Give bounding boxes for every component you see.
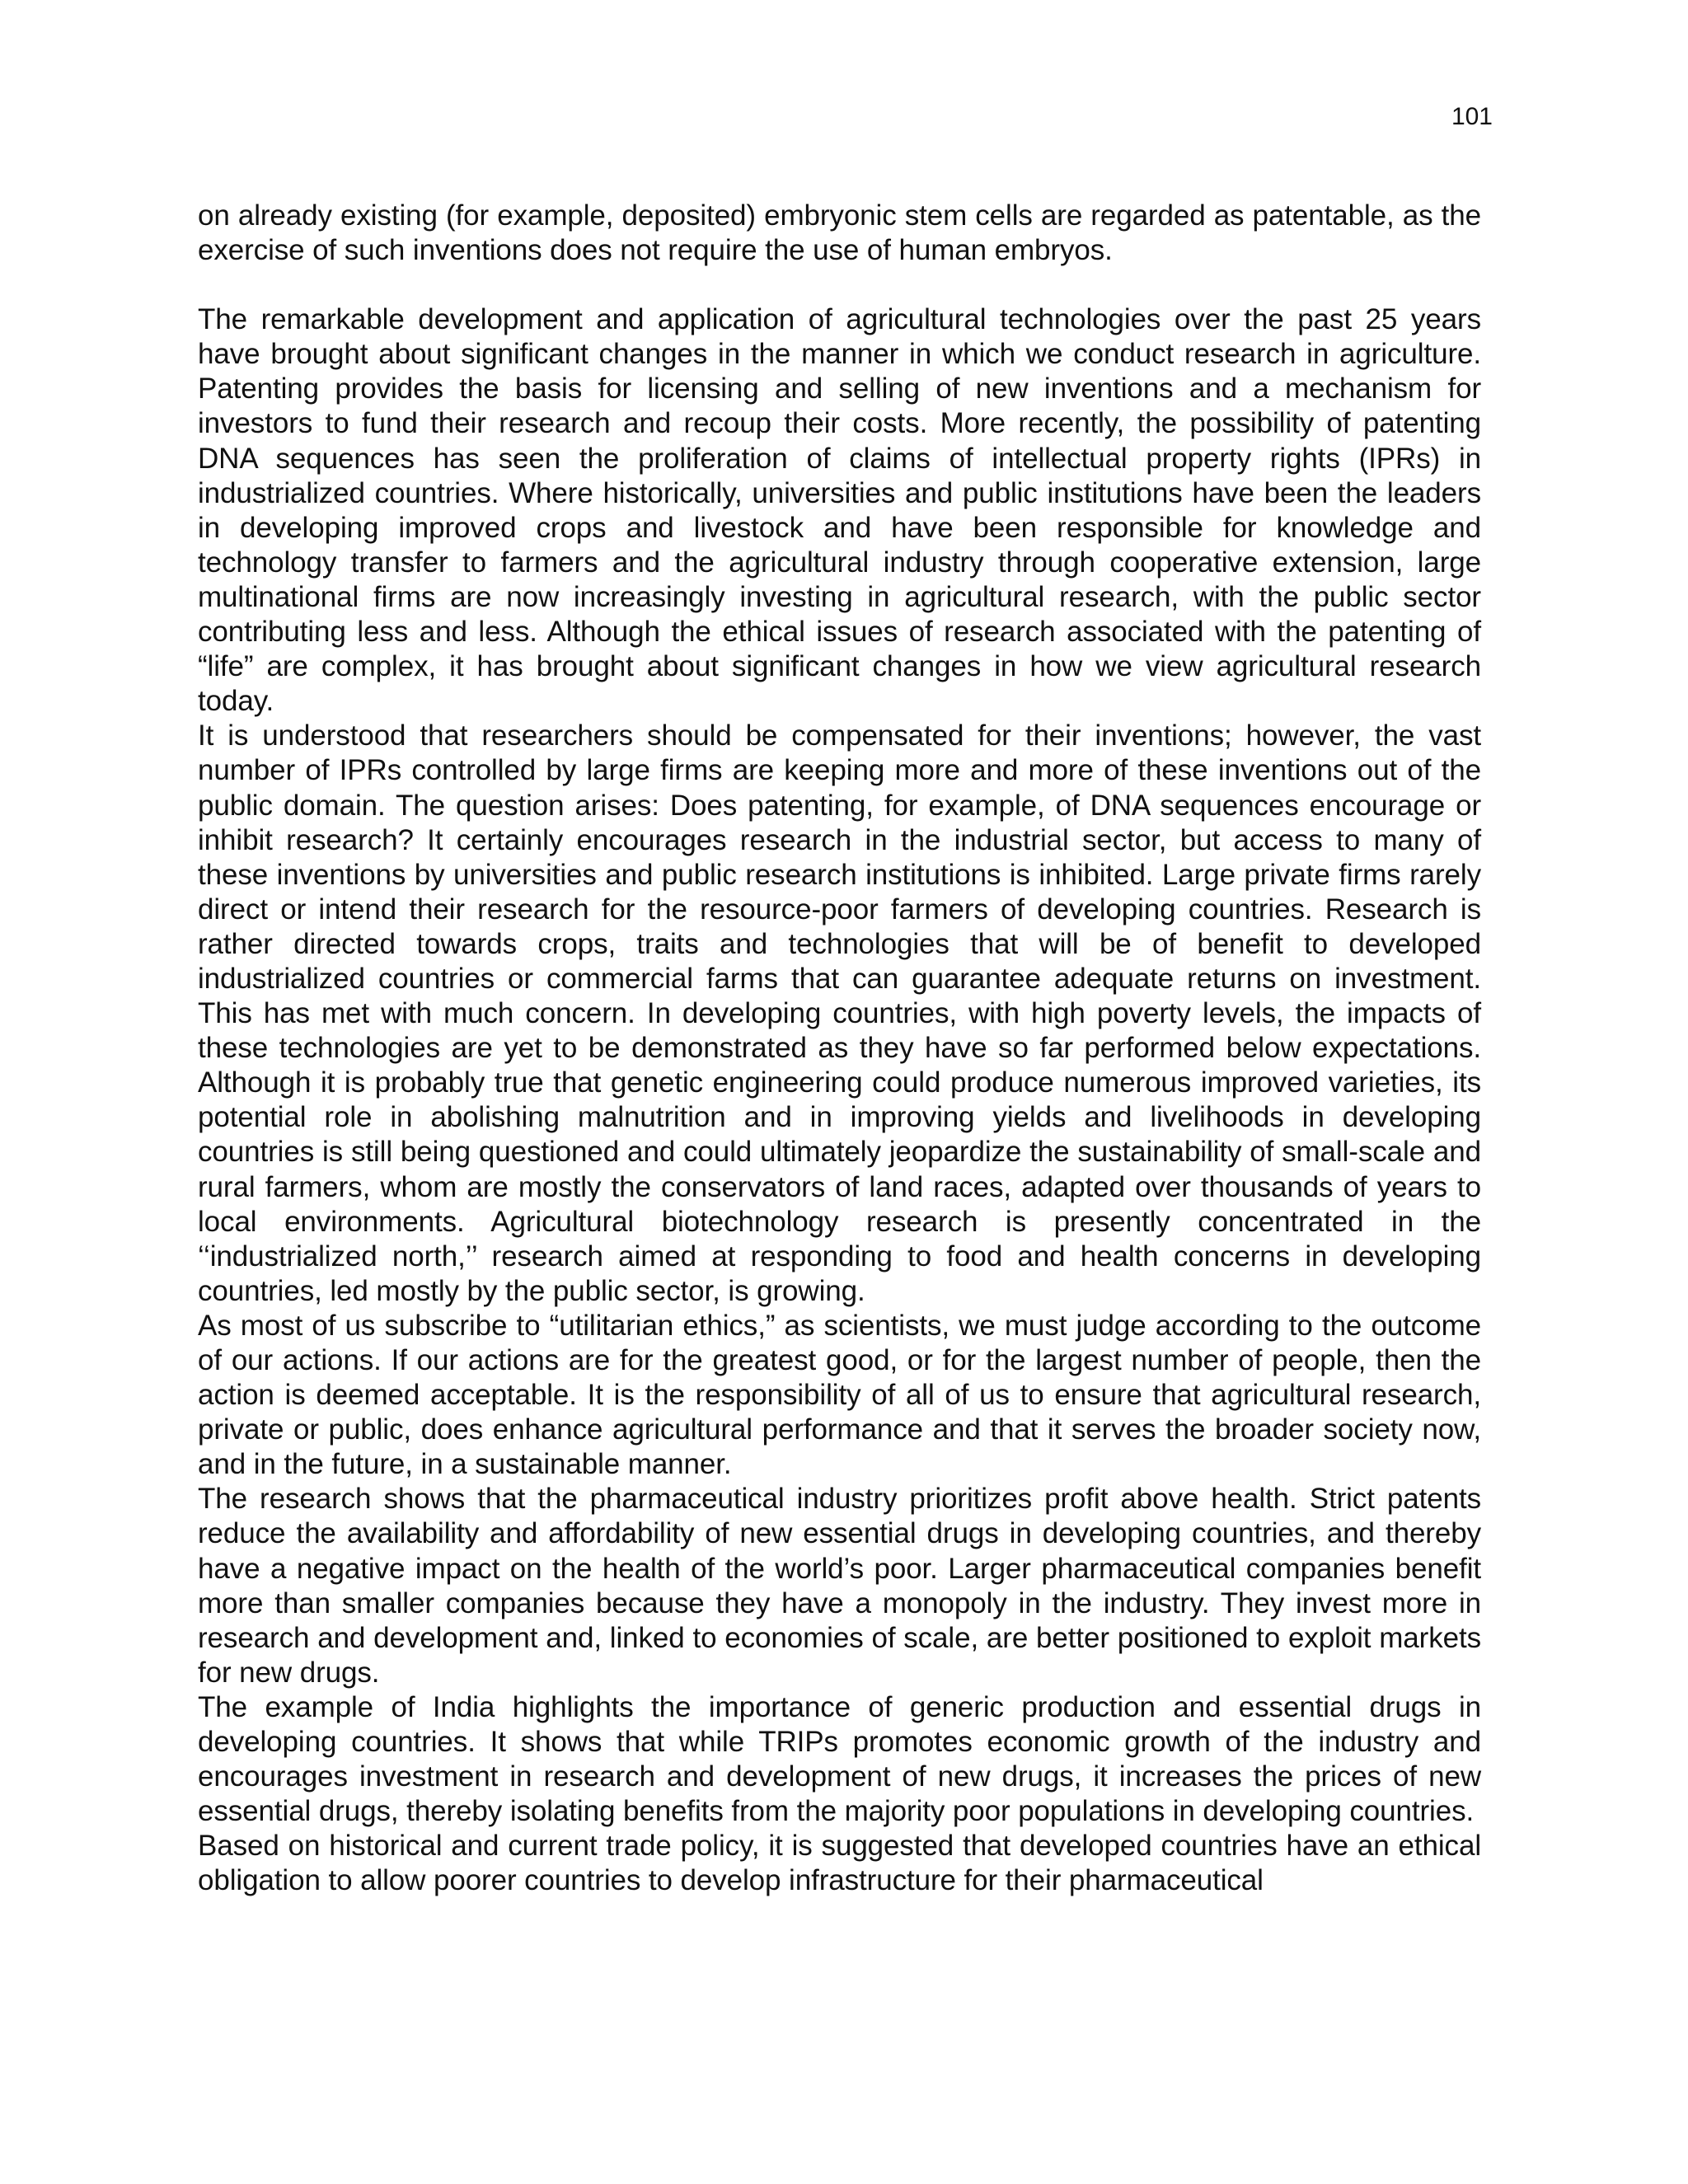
paragraph-utilitarian-ethics: As most of us subscribe to “utilitarian ethics,” as scientists, we must judge according to the outcome of our actions. If our actions are for the greatest good, or for the largest number of people, then the action is deemed acceptable. It is the responsibility of all of us to ensure that agricultural research, private or public, does enhance agricultural performance and that it serves the broader society now, and in the future, in a sustainable manner. <box>198 1309 1481 1481</box>
paragraph-agricultural-technologies: The remarkable development and application of agricultural technologies over the past 25 years have brought about significant changes in the manner in which we conduct research in agriculture. Patenting provides the basis for licensing and selling of new inventions and a mechanism for investors to fund their research and recoup their costs. More recently, the possibility of patenting DNA sequences has seen the proliferation of claims of intellectual property rights (IPRs) in industrialized countries. Where historically, universities and public institutions have been the leaders in developing improved crops and livestock and have been responsible for knowledge and technology transfer to farmers and the agricultural industry through cooperative extension, large multinational firms are now increasingly investing in agricultural research, with the public sector contributing less and less. Although the ethical issues of research associated with the patenting of “life” are complex, it has brought about significant changes in how we view agricultural research today. <box>198 303 1481 718</box>
paragraph-stem-cell-patents: on already existing (for example, deposited) embryonic stem cells are regarded as patentable, as the exercise of such inventions does not require the use of human embryos. <box>198 199 1481 267</box>
paragraph-india-example: The example of India highlights the importance of generic production and essential drugs in developing countries. It shows that while TRIPs promotes economic growth of the industry and encourages investment in research and development of new drugs, it increases the prices of new essential drugs, thereby isolating benefits from the majority poor populations in developing countries. <box>198 1690 1481 1828</box>
body-text <box>198 199 1481 1899</box>
paragraph-researcher-compensation: It is understood that researchers should be compensated for their inventions; however, the vast number of IPRs controlled by large firms are keeping more and more of these inventions out of the public domain. The question arises: Does patenting, for example, of DNA sequences encourage or inhibit research? It certainly encourages research in the industrial sector, but access to many of these inventions by universities and public research institutions is inhibited. Large private firms rarely direct or intend their research for the resource-poor farmers of developing countries. Research is rather directed towards crops, traits and technologies that will be of benefit to developed industrialized countries or commercial farms that can guarantee adequate returns on investment. This has met with much concern. In developing countries, with high poverty levels, the impacts of these technologies are yet to be demonstrated as they have so far performed below expectations. Although it is probably true that genetic engineering could produce numerous improved varieties, its potential role in abolishing malnutrition and in improving yields and livelihoods in developing countries is still being questioned and could ultimately jeopardize the sustainability of small-scale and rural farmers, whom are mostly the conservators of land races, adapted over thousands of years to local environments. Agricultural biotechnology research is presently concentrated in the ‘‘industrialized north,’’ research aimed at responding to food and health concerns in developing countries, led mostly by the public sector, is growing. <box>198 719 1481 1307</box>
paragraph-pharmaceutical-industry: The research shows that the pharmaceutical industry prioritizes profit above health. Strict patents reduce the availability and affordability of new essential drugs in developing countries, and thereby have a negative impact on the health of the world’s poor. Larger pharmaceutical companies benefit more than smaller companies because they have a monopoly in the industry. They invest more in research and development and, linked to economies of scale, are better positioned to exploit markets for new drugs. <box>198 1483 1481 1689</box>
page-number: 101 <box>1451 103 1493 130</box>
paragraph-trade-policy: Based on historical and current trade policy, it is suggested that developed countries have an ethical obligation to allow poorer countries to develop infrastructure for their pharmaceutical <box>198 1830 1481 1897</box>
